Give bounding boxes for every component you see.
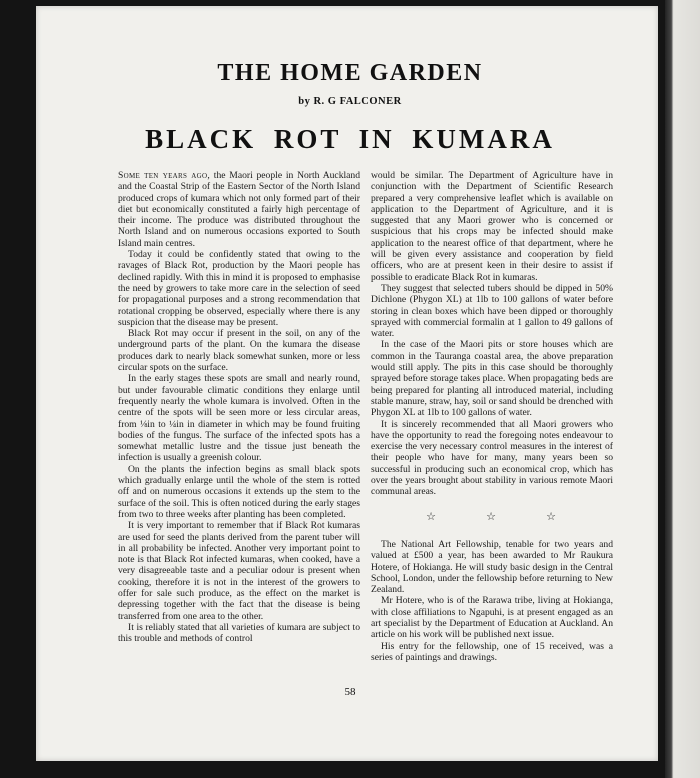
adjacent-page-edge (665, 0, 700, 778)
paragraph (118, 170, 360, 249)
paragraph: Black Rot may occur if present in the soil, on any of the underground parts of the plant. On the kumara the disease produces dark to nearly black somewhat sunken, more or less circular spots on the surface. (118, 328, 360, 374)
byline: by R. G FALCONER (298, 96, 402, 107)
paragraph: On the plants the infection begins as small black spots which gradually enlarge until the whole of the stem is rotted off and on numerous occasions it extends up the stem to the surface of the soil. This is often noticed during the early stages from two to three weeks after planting has been completed. (118, 463, 360, 520)
paragraph: They suggest that selected tubers should be dipped in 50% Dichlone (Phygon XL) at 1lb to 100 gallons of water before storing in clean boxes which have been dipped or thoroughly sprayed with commercial formalin at 1 gallon to 49 gallons of water. (371, 282, 613, 340)
left-column (118, 170, 360, 644)
paragraph: In the early stages these spots are small and nearly round, but under favourable climatic conditions they enlarge until frequently nearly the whole kumara is involved. Often in the centre of the spots will be seen more or less circular areas, from ⅛in to ¼in in diameter in which may be found fruiting bodies of the fungus. The surface of the infected spots has a somewhat metallic lustre and the tissue just beneath the infection is usually a greenish colour. (118, 373, 360, 464)
paragraph: It is sincerely recommended that all Maori growers who have the opportunity to read the foregoing notes endeavour to exercise the very necessary control measures in the interest of their people who have for many, many years been so successful in producing such an economical crop, which has over the years brought about stability in various remote Maori communal areas. (371, 418, 613, 498)
notice-paragraph: His entry for the fellowship, one of 15 received, was a series of paintings and drawings. (371, 640, 613, 663)
star-icon: ☆ (546, 510, 556, 523)
section-separator (401, 512, 581, 523)
paragraph-text: the Maori people in North Auckland and the Coastal Strip of the Eastern Sector of the North Island produced crops of kumara which not only formed part of their diet but economically constituted a fairly high percentage of their income. The produce was distributed throughout the North Island and on numerous occasions exported to South Island main centres. (118, 170, 361, 249)
notice-paragraph: The National Art Fellowship, tenable for two years and valued at £500 a year, has been awarded to Mr Raukura Hotere, of Hokianga. He will study basic design in the Central School, London, under the fellowship before returning to New Zealand. (371, 538, 613, 596)
star-icon: ☆ (486, 510, 496, 523)
paragraph: It is reliably stated that all varieties of kumara are subject to this trouble and methods of control (118, 621, 360, 645)
paragraph: It is very important to remember that if Black Rot kumaras are used for seed the plants derived from the parent tuber will in all probability be infected. Another very important point to note is that Black Rot infected kumaras, when cooked, have a very disagreeable taste and a peculiar odour is present when cooking, therefore it is not in the interest of the growers to offer for sale such produce, as the effect on the market is depressing together with the fact that the disease is being transferred from one area to the other. (118, 520, 360, 622)
notice-paragraph: Mr Hotere, who is of the Rarawa tribe, living at Hokianga, with close affiliations to Ngapuhi, is at present engaged as an art specialist by the Department of Education at Auckland. An article on his work will be published next issue. (371, 595, 613, 641)
page-number: 58 (344, 686, 356, 698)
paragraph: In the case of the Maori pits or store houses which are common in the Tauranga coastal area, the above preparation would still apply. The pits in this case should be thoroughly sprayed before storage takes place. When propagating beds are being prepared for planting all introduced material, including stable manure, straw, hay, soil or sand should be drenched with Phygon XL at 1lb to 100 gallons of water. (371, 339, 614, 419)
intro-smallcaps: Some ten years ago, (118, 170, 211, 181)
star-icon: ☆ (426, 510, 436, 523)
paragraph: Today it could be confidently stated that owing to the ravages of Black Rot, production by the Maori people has declined rapidly. With this in mind it is proposed to emphasise the need by growers to take more care in the selection of seed for propagational purposes and a strong recommendation that rotational cropping be observed, especially where there is any suspicion that the disease may be present. (118, 249, 360, 328)
right-column (371, 170, 613, 663)
section-title: THE HOME GARDEN (217, 60, 483, 86)
paragraph: would be similar. The Department of Agriculture have in conjunction with the Department of Scientific Research prepared a very comprehensive leaflet which is available on application to the Department of Agriculture, and it is suggested that any Maori grower who is concerned or suspicious that his crops may be infected should make application to the nearest office of that department, where he will be given every assistance and cooperation by field officers, who are at present keen in their desire to assist if possible to eradicate Black Rot in kumaras. (371, 170, 613, 283)
article-title: BLACK ROT IN KUMARA (145, 124, 555, 154)
